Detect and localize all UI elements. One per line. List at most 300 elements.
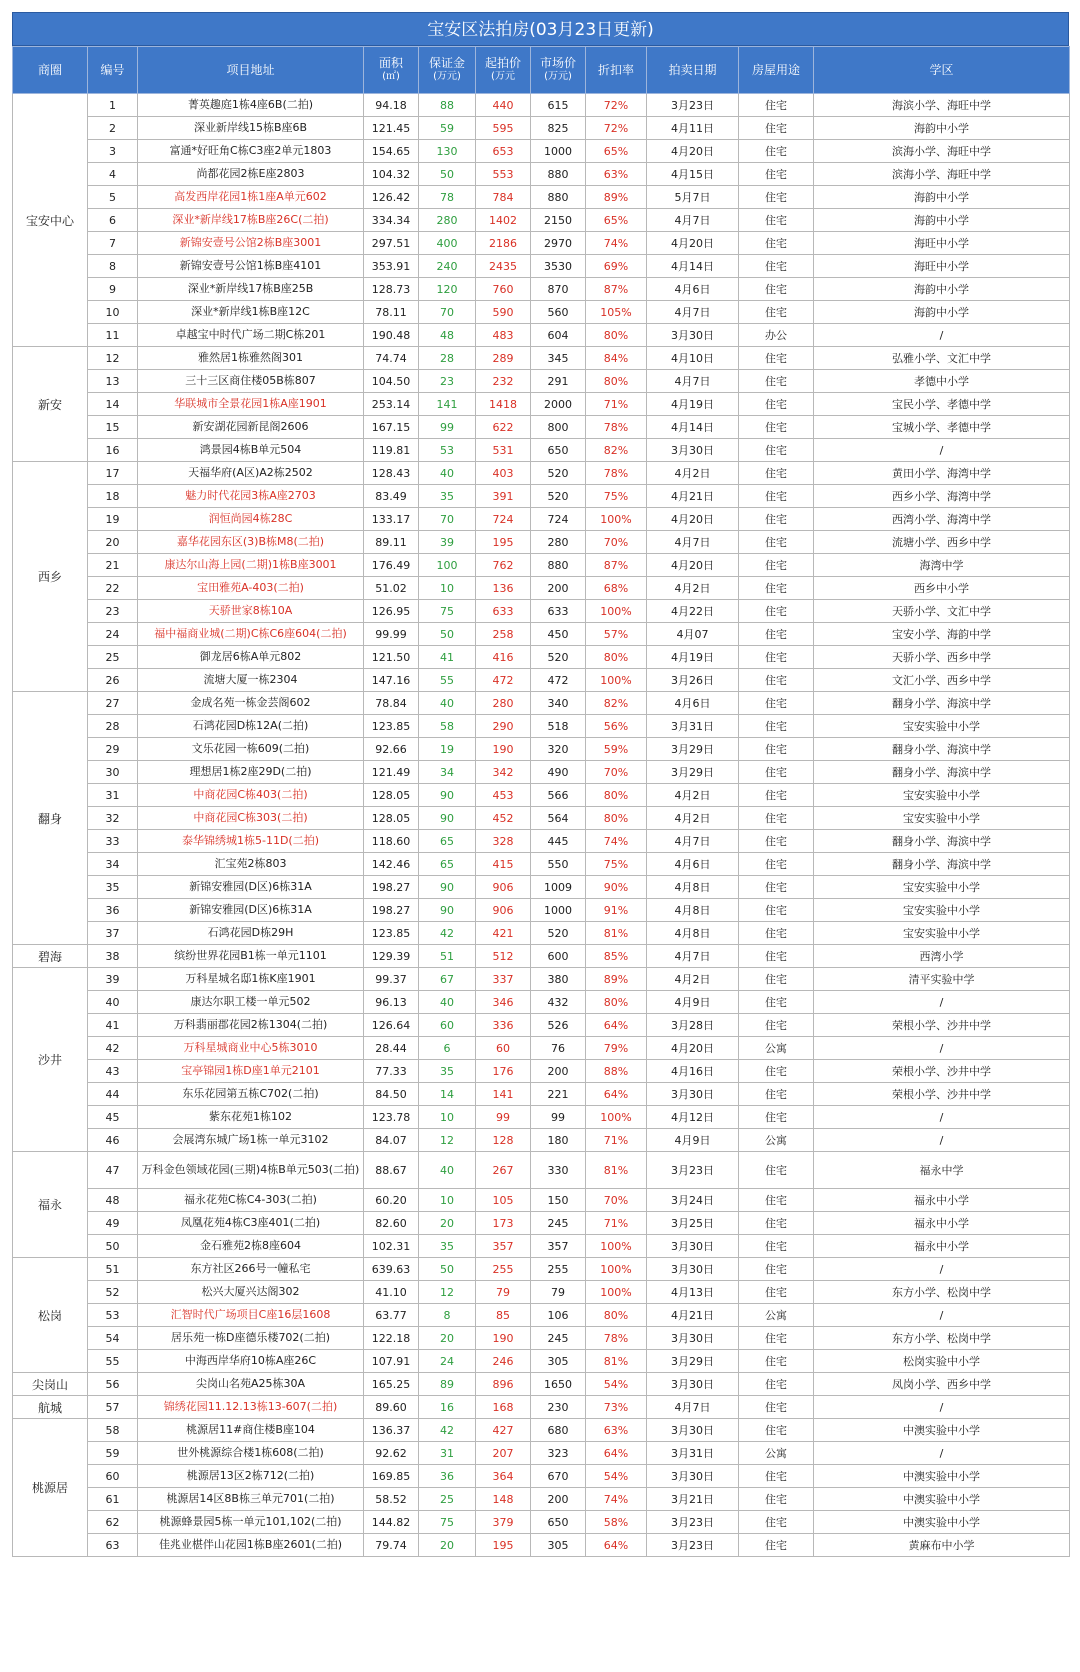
cell-market-price: 560 [531,301,586,324]
cell-address: 桃源蜂景园5栋一单元101,102(二拍) [138,1511,364,1534]
cell-market-price: 870 [531,278,586,301]
table-row [13,393,1070,416]
table-row [13,1442,1070,1465]
cell-area: 639.63 [364,1258,419,1281]
cell-discount: 105% [586,301,647,324]
cell-area: 123.85 [364,715,419,738]
table-row [13,1235,1070,1258]
cell-discount: 80% [586,784,647,807]
cell-market-price: 345 [531,347,586,370]
cell-deposit: 20 [419,1212,476,1235]
cell-usage: 住宅 [739,853,814,876]
cell-area: 92.66 [364,738,419,761]
cell-date: 4月16日 [647,1060,739,1083]
cell-discount: 80% [586,1304,647,1327]
cell-market-price: 79 [531,1281,586,1304]
table-row [13,140,1070,163]
cell-date: 4月7日 [647,830,739,853]
cell-area: 58.52 [364,1488,419,1511]
cell-no: 32 [88,807,138,830]
cell-area: 136.37 [364,1419,419,1442]
cell-date: 3月26日 [647,669,739,692]
cell-deposit: 67 [419,968,476,991]
table-row [13,485,1070,508]
cell-usage: 住宅 [739,738,814,761]
cell-area: 78.84 [364,692,419,715]
cell-discount: 71% [586,1212,647,1235]
cell-address: 尚都花园2栋E座2803 [138,163,364,186]
cell-deposit: 60 [419,1014,476,1037]
cell-no: 1 [88,94,138,117]
cell-area: 119.81 [364,439,419,462]
cell-date: 4月8日 [647,922,739,945]
cell-start-price: 290 [476,715,531,738]
cell-usage: 住宅 [739,462,814,485]
cell-address: 深业*新岸线17栋B座26C(二拍) [138,209,364,232]
cell-market-price: 604 [531,324,586,347]
cell-market-price: 490 [531,761,586,784]
cell-address: 中商花园C栋403(二拍) [138,784,364,807]
cell-address: 紫东花苑1栋102 [138,1106,364,1129]
cell-no: 62 [88,1511,138,1534]
cell-discount: 81% [586,1152,647,1189]
cell-district: 西乡 [13,462,88,692]
cell-school: 宝民小学、孝德中学 [814,393,1070,416]
cell-start-price: 427 [476,1419,531,1442]
cell-school: 宝安实验中小学 [814,899,1070,922]
cell-usage: 公寓 [739,1304,814,1327]
cell-deposit: 10 [419,1106,476,1129]
cell-market-price: 200 [531,1488,586,1511]
cell-school: / [814,991,1070,1014]
cell-district: 航城 [13,1396,88,1419]
cell-market-price: 255 [531,1258,586,1281]
cell-no: 35 [88,876,138,899]
cell-usage: 住宅 [739,1106,814,1129]
table-row [13,715,1070,738]
cell-discount: 78% [586,416,647,439]
cell-start-price: 653 [476,140,531,163]
cell-address: 东乐花园第五栋C702(二拍) [138,1083,364,1106]
cell-discount: 74% [586,232,647,255]
table-row [13,945,1070,968]
cell-date: 4月20日 [647,232,739,255]
cell-usage: 住宅 [739,715,814,738]
cell-usage: 住宅 [739,1396,814,1419]
cell-no: 3 [88,140,138,163]
cell-start-price: 760 [476,278,531,301]
cell-discount: 64% [586,1534,647,1557]
cell-usage: 住宅 [739,922,814,945]
cell-date: 3月30日 [647,1258,739,1281]
cell-school: / [814,1258,1070,1281]
cell-date: 4月2日 [647,784,739,807]
cell-date: 4月6日 [647,853,739,876]
table-row [13,1014,1070,1037]
header-usage: 房屋用途 [739,47,814,94]
cell-date: 4月8日 [647,876,739,899]
cell-usage: 住宅 [739,1235,814,1258]
cell-market-price: 680 [531,1419,586,1442]
cell-area: 92.62 [364,1442,419,1465]
header-school: 学区 [814,47,1070,94]
cell-district: 新安 [13,347,88,462]
cell-discount: 81% [586,922,647,945]
table-row [13,255,1070,278]
cell-deposit: 51 [419,945,476,968]
cell-date: 4月9日 [647,1129,739,1152]
cell-usage: 住宅 [739,1350,814,1373]
cell-deposit: 90 [419,876,476,899]
cell-no: 54 [88,1327,138,1350]
cell-school: 海旺中小学 [814,255,1070,278]
cell-no: 53 [88,1304,138,1327]
cell-usage: 住宅 [739,117,814,140]
cell-area: 128.43 [364,462,419,485]
cell-no: 14 [88,393,138,416]
cell-discount: 75% [586,485,647,508]
cell-market-price: 564 [531,807,586,830]
cell-address: 金成名苑一栋金芸阁602 [138,692,364,715]
cell-start-price: 724 [476,508,531,531]
table-row [13,692,1070,715]
cell-usage: 住宅 [739,1327,814,1350]
cell-start-price: 906 [476,876,531,899]
cell-deposit: 8 [419,1304,476,1327]
cell-usage: 住宅 [739,186,814,209]
cell-area: 107.91 [364,1350,419,1373]
cell-area: 88.67 [364,1152,419,1189]
cell-start-price: 472 [476,669,531,692]
cell-usage: 住宅 [739,1212,814,1235]
cell-start-price: 173 [476,1212,531,1235]
cell-usage: 住宅 [739,163,814,186]
cell-deposit: 50 [419,163,476,186]
cell-school: 中澳实验中小学 [814,1488,1070,1511]
cell-school: 流塘小学、西乡中学 [814,531,1070,554]
cell-deposit: 20 [419,1327,476,1350]
cell-market-price: 76 [531,1037,586,1060]
cell-discount: 73% [586,1396,647,1419]
header-market-unit: (万元) [544,71,572,82]
cell-deposit: 130 [419,140,476,163]
cell-school: 宝城小学、孝德中学 [814,416,1070,439]
cell-market-price: 180 [531,1129,586,1152]
cell-date: 4月15日 [647,163,739,186]
cell-address: 福永花苑C栋C4-303(二拍) [138,1189,364,1212]
cell-address: 三十三区商住楼05B栋807 [138,370,364,393]
cell-discount: 80% [586,991,647,1014]
header-address: 项目地址 [138,47,364,94]
cell-district: 沙井 [13,968,88,1152]
cell-usage: 住宅 [739,968,814,991]
cell-deposit: 10 [419,1189,476,1212]
cell-start-price: 440 [476,94,531,117]
table-row [13,531,1070,554]
cell-area: 84.50 [364,1083,419,1106]
cell-start-price: 1418 [476,393,531,416]
table-row [13,163,1070,186]
cell-area: 122.18 [364,1327,419,1350]
cell-deposit: 65 [419,853,476,876]
table-row [13,1212,1070,1235]
cell-area: 126.42 [364,186,419,209]
cell-area: 60.20 [364,1189,419,1212]
header-deposit-unit: (万元) [433,71,461,82]
cell-market-price: 520 [531,922,586,945]
cell-market-price: 880 [531,186,586,209]
cell-discount: 100% [586,669,647,692]
cell-start-price: 415 [476,853,531,876]
cell-school: 滨海小学、海旺中学 [814,140,1070,163]
cell-discount: 56% [586,715,647,738]
cell-market-price: 724 [531,508,586,531]
cell-address: 桃源居13区2栋712(二拍) [138,1465,364,1488]
cell-discount: 72% [586,117,647,140]
cell-deposit: 28 [419,347,476,370]
cell-school: 海韵中小学 [814,301,1070,324]
cell-address: 深业*新岸线1栋B座12C [138,301,364,324]
cell-usage: 住宅 [739,830,814,853]
cell-district: 宝安中心 [13,94,88,347]
cell-start-price: 195 [476,1534,531,1557]
cell-deposit: 34 [419,761,476,784]
cell-address: 汇宝苑2栋803 [138,853,364,876]
table-row [13,830,1070,853]
cell-school: / [814,1037,1070,1060]
cell-date: 3月29日 [647,738,739,761]
cell-no: 52 [88,1281,138,1304]
table-row [13,807,1070,830]
cell-usage: 住宅 [739,393,814,416]
cell-address: 石鸿花园D栋29H [138,922,364,945]
cell-date: 4月2日 [647,968,739,991]
header-discount: 折扣率 [586,47,647,94]
cell-discount: 75% [586,853,647,876]
cell-area: 104.32 [364,163,419,186]
cell-date: 3月30日 [647,1327,739,1350]
cell-start-price: 289 [476,347,531,370]
cell-date: 4月21日 [647,485,739,508]
cell-no: 22 [88,577,138,600]
cell-deposit: 90 [419,784,476,807]
cell-deposit: 23 [419,370,476,393]
table-row [13,1037,1070,1060]
cell-market-price: 200 [531,577,586,600]
cell-address: 松兴大厦兴达阁302 [138,1281,364,1304]
cell-address: 锦绣花园11.12.13栋13-607(二拍) [138,1396,364,1419]
table-row [13,669,1070,692]
cell-address: 世外桃源综合楼1栋608(二拍) [138,1442,364,1465]
cell-area: 121.49 [364,761,419,784]
cell-school: 弘雅小学、文汇中学 [814,347,1070,370]
cell-no: 38 [88,945,138,968]
cell-discount: 65% [586,209,647,232]
cell-start-price: 190 [476,1327,531,1350]
cell-discount: 57% [586,623,647,646]
table-row [13,462,1070,485]
cell-no: 6 [88,209,138,232]
cell-usage: 住宅 [739,439,814,462]
cell-market-price: 550 [531,853,586,876]
table-row [13,1373,1070,1396]
cell-area: 128.05 [364,807,419,830]
cell-address: 润恒尚园4栋28C [138,508,364,531]
cell-school: 凤岗小学、西乡中学 [814,1373,1070,1396]
cell-area: 79.74 [364,1534,419,1557]
header-no: 编号 [88,47,138,94]
cell-market-price: 245 [531,1212,586,1235]
cell-no: 60 [88,1465,138,1488]
cell-deposit: 90 [419,899,476,922]
table-row [13,1129,1070,1152]
cell-no: 4 [88,163,138,186]
cell-area: 89.60 [364,1396,419,1419]
cell-date: 4月7日 [647,370,739,393]
cell-discount: 54% [586,1373,647,1396]
cell-no: 21 [88,554,138,577]
cell-school: 福永中学 [814,1152,1070,1189]
cell-market-price: 566 [531,784,586,807]
cell-deposit: 100 [419,554,476,577]
cell-discount: 64% [586,1442,647,1465]
cell-no: 26 [88,669,138,692]
cell-deposit: 70 [419,301,476,324]
cell-no: 27 [88,692,138,715]
cell-deposit: 50 [419,623,476,646]
cell-area: 126.95 [364,600,419,623]
cell-no: 46 [88,1129,138,1152]
cell-date: 4月20日 [647,508,739,531]
cell-address: 东方社区266号一幢私宅 [138,1258,364,1281]
cell-school: 清平实验中学 [814,968,1070,991]
cell-deposit: 58 [419,715,476,738]
cell-discount: 100% [586,1281,647,1304]
cell-usage: 住宅 [739,1488,814,1511]
cell-discount: 70% [586,1189,647,1212]
cell-no: 49 [88,1212,138,1235]
cell-date: 4月7日 [647,301,739,324]
cell-deposit: 50 [419,1258,476,1281]
cell-usage: 住宅 [739,876,814,899]
cell-address: 汇智时代广场项目C座16层1608 [138,1304,364,1327]
table-row [13,278,1070,301]
cell-address: 卓越宝中时代广场二期C栋201 [138,324,364,347]
cell-discount: 80% [586,370,647,393]
cell-address: 会展湾东城广场1栋一单元3102 [138,1129,364,1152]
cell-area: 99.99 [364,623,419,646]
cell-usage: 公寓 [739,1442,814,1465]
cell-date: 3月23日 [647,1152,739,1189]
cell-usage: 办公 [739,324,814,347]
cell-area: 169.85 [364,1465,419,1488]
cell-no: 8 [88,255,138,278]
cell-market-price: 305 [531,1350,586,1373]
cell-deposit: 25 [419,1488,476,1511]
cell-usage: 住宅 [739,1465,814,1488]
cell-start-price: 195 [476,531,531,554]
cell-deposit: 41 [419,646,476,669]
header-market-label: 市场价 [539,56,576,70]
cell-no: 42 [88,1037,138,1060]
cell-start-price: 79 [476,1281,531,1304]
cell-school: 翻身小学、海滨中学 [814,738,1070,761]
cell-area: 121.50 [364,646,419,669]
cell-no: 57 [88,1396,138,1419]
cell-start-price: 906 [476,899,531,922]
cell-school: 荣根小学、沙井中学 [814,1083,1070,1106]
cell-no: 59 [88,1442,138,1465]
cell-usage: 住宅 [739,1281,814,1304]
cell-no: 48 [88,1189,138,1212]
cell-market-price: 445 [531,830,586,853]
cell-usage: 住宅 [739,600,814,623]
cell-discount: 80% [586,646,647,669]
cell-discount: 72% [586,94,647,117]
cell-usage: 公寓 [739,1129,814,1152]
cell-no: 56 [88,1373,138,1396]
cell-date: 4月14日 [647,255,739,278]
cell-district: 松岗 [13,1258,88,1373]
table-row [13,784,1070,807]
cell-no: 10 [88,301,138,324]
cell-school: 中澳实验中小学 [814,1465,1070,1488]
cell-date: 4月14日 [647,416,739,439]
cell-school: 中澳实验中小学 [814,1511,1070,1534]
cell-no: 20 [88,531,138,554]
cell-market-price: 245 [531,1327,586,1350]
cell-date: 3月29日 [647,1350,739,1373]
cell-address: 康达尔山海上园(二期)1栋B座3001 [138,554,364,577]
cell-address: 魅力时代花园3栋A座2703 [138,485,364,508]
cell-deposit: 12 [419,1129,476,1152]
cell-start-price: 267 [476,1152,531,1189]
cell-deposit: 70 [419,508,476,531]
cell-area: 74.74 [364,347,419,370]
table-row [13,324,1070,347]
cell-school: 西湾小学 [814,945,1070,968]
table-row [13,1488,1070,1511]
cell-market-price: 880 [531,554,586,577]
cell-school: 文汇小学、西乡中学 [814,669,1070,692]
cell-area: 253.14 [364,393,419,416]
cell-start-price: 364 [476,1465,531,1488]
cell-area: 118.60 [364,830,419,853]
cell-market-price: 526 [531,1014,586,1037]
cell-start-price: 128 [476,1129,531,1152]
cell-school: / [814,1396,1070,1419]
cell-start-price: 105 [476,1189,531,1212]
cell-start-price: 416 [476,646,531,669]
cell-no: 51 [88,1258,138,1281]
cell-date: 4月07 [647,623,739,646]
cell-date: 4月6日 [647,278,739,301]
cell-discount: 90% [586,876,647,899]
cell-usage: 住宅 [739,669,814,692]
cell-start-price: 622 [476,416,531,439]
table-row [13,1534,1070,1557]
cell-usage: 住宅 [739,1014,814,1037]
cell-school: 黄田小学、海湾中学 [814,462,1070,485]
cell-start-price: 633 [476,600,531,623]
cell-discount: 63% [586,163,647,186]
table-row [13,347,1070,370]
cell-deposit: 19 [419,738,476,761]
cell-start-price: 403 [476,462,531,485]
cell-no: 44 [88,1083,138,1106]
cell-area: 94.18 [364,94,419,117]
cell-start-price: 258 [476,623,531,646]
